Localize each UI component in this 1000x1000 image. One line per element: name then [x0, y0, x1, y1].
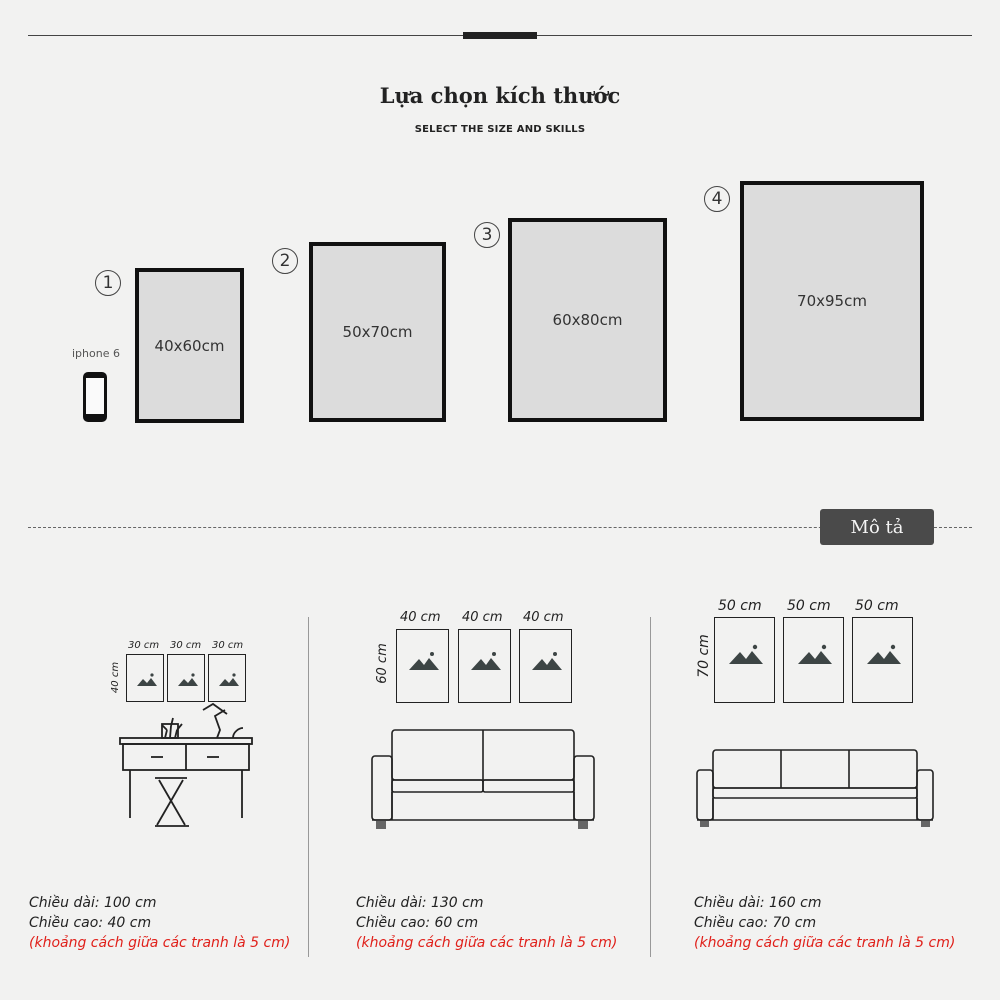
- mountain-icon: [127, 655, 165, 703]
- length-text: Chiều dài: 100 cm: [29, 895, 157, 911]
- height-text: Chiều cao: 40 cm: [29, 915, 152, 931]
- width-label: 50 cm: [855, 598, 899, 614]
- wall-picture: [519, 629, 572, 703]
- size-number-2: 2: [272, 248, 298, 274]
- spacing-note: (khoảng cách giữa các tranh là 5 cm): [29, 935, 291, 951]
- wall-picture: [714, 617, 775, 703]
- spacing-note: (khoảng cách giữa các tranh là 5 cm): [694, 935, 956, 951]
- mountain-icon: [715, 618, 776, 704]
- size-frame-50x70[interactable]: [309, 242, 446, 422]
- description-tab[interactable]: Mô tả: [820, 509, 934, 545]
- width-label: 50 cm: [718, 598, 762, 614]
- height-label: 60 cm: [374, 643, 390, 684]
- width-label: 40 cm: [523, 610, 564, 625]
- sofa-icon: [370, 728, 595, 833]
- column-divider-2: [650, 617, 651, 957]
- desk-icon: [115, 700, 260, 835]
- size-label: 40x60cm: [154, 336, 225, 355]
- width-label: 30 cm: [212, 640, 244, 651]
- width-label: 40 cm: [400, 610, 441, 625]
- length-text: Chiều dài: 130 cm: [356, 895, 484, 911]
- mountain-icon: [209, 655, 247, 703]
- width-label: 30 cm: [170, 640, 202, 651]
- size-frame-70x95[interactable]: [740, 181, 924, 421]
- size-number-4: 4: [704, 186, 730, 212]
- page-title: Lựa chọn kích thước: [379, 83, 621, 108]
- wall-picture: [783, 617, 844, 703]
- size-frame-60x80[interactable]: [508, 218, 667, 422]
- width-label: 30 cm: [128, 640, 160, 651]
- width-label: 40 cm: [462, 610, 503, 625]
- mountain-icon: [784, 618, 845, 704]
- height-text: Chiều cao: 60 cm: [356, 915, 479, 931]
- wall-picture: [208, 654, 246, 702]
- mountain-icon: [459, 630, 512, 704]
- wall-picture: [167, 654, 205, 702]
- phone-label: iphone 6: [72, 347, 120, 360]
- long-sofa-icon: [695, 748, 935, 828]
- mountain-icon: [853, 618, 914, 704]
- wall-picture: [396, 629, 449, 703]
- size-number-1: 1: [95, 270, 121, 296]
- height-text: Chiều cao: 70 cm: [694, 915, 817, 931]
- wall-picture: [458, 629, 511, 703]
- mountain-icon: [168, 655, 206, 703]
- phone-icon: [83, 372, 107, 422]
- wall-picture: [852, 617, 913, 703]
- mountain-icon: [397, 630, 450, 704]
- wall-picture: [126, 654, 164, 702]
- example-description: [356, 893, 617, 953]
- width-label: 50 cm: [787, 598, 831, 614]
- size-label: 70x95cm: [797, 292, 867, 310]
- size-number-3: 3: [474, 222, 500, 248]
- top-divider-accent: [463, 32, 537, 39]
- length-text: Chiều dài: 160 cm: [694, 895, 822, 911]
- column-divider-1: [308, 617, 309, 957]
- example-description: [694, 893, 955, 953]
- mountain-icon: [520, 630, 573, 704]
- height-label: 40 cm: [110, 661, 122, 694]
- height-label: 70 cm: [695, 634, 712, 678]
- size-label: 50x70cm: [342, 323, 413, 341]
- example-description: [29, 893, 290, 953]
- page-subtitle: SELECT THE SIZE AND SKILLS: [414, 124, 586, 135]
- size-frame-40x60[interactable]: [135, 268, 244, 423]
- size-label: 60x80cm: [552, 311, 623, 329]
- spacing-note: (khoảng cách giữa các tranh là 5 cm): [356, 935, 618, 951]
